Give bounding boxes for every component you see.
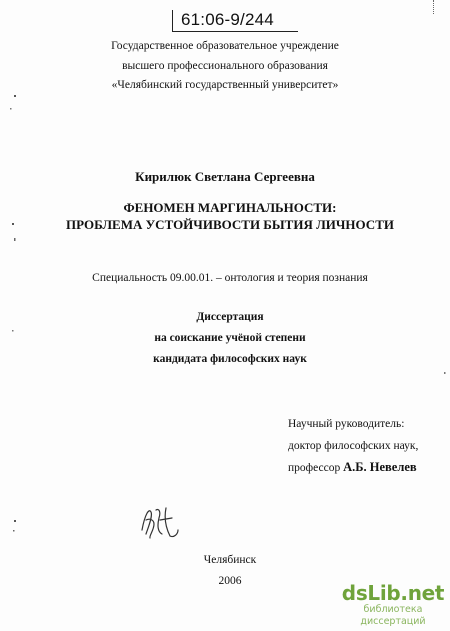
city: Челябинск — [203, 554, 257, 566]
year: 2006 — [218, 575, 242, 587]
institution-line: высшего профессионального образования — [122, 59, 328, 72]
institution-line: Государственное образовательное учреждение — [111, 40, 339, 52]
title-line: ПРОБЛЕМА УСТОЙЧИВОСТИ БЫТИЯ ЛИЧНОСТИ — [66, 217, 394, 232]
institution-line: «Челябинский государственный университет» — [111, 79, 339, 91]
dissertation-line: на соискание учёной степени — [154, 332, 306, 344]
dissertation-block — [10, 307, 450, 370]
archive-stamp — [172, 10, 298, 32]
supervisor-rank: профессор — [288, 462, 341, 474]
thesis-title — [10, 199, 450, 233]
supervisor-block — [288, 414, 418, 480]
supervisor-degree: доктор философских наук, — [288, 439, 419, 452]
watermark — [340, 582, 446, 628]
institution-header — [0, 37, 450, 96]
stamp-code: 61:06-9/244 — [181, 10, 274, 29]
watermark-logo: dsLib.net — [341, 581, 445, 605]
author-name: Кирилюк Светлана Сергеевна — [135, 169, 315, 184]
supervisor-name: А.Б. Невелев — [343, 460, 417, 474]
dissertation-line: кандидата философских наук — [153, 353, 307, 365]
watermark-tagline: библиотека диссертаций — [360, 604, 426, 627]
supervisor-role: Научный руководитель: — [288, 418, 405, 430]
corner-marks — [433, 0, 444, 14]
specialty-line: Специальность 09.00.01. – онтология и теория познания — [92, 272, 368, 284]
supervisor-rank-line — [288, 457, 418, 480]
handwritten-signature — [136, 500, 184, 542]
title-line: ФЕНОМЕН МАРГИНАЛЬНОСТИ: — [123, 200, 337, 215]
dissertation-line: Диссертация — [196, 311, 264, 323]
